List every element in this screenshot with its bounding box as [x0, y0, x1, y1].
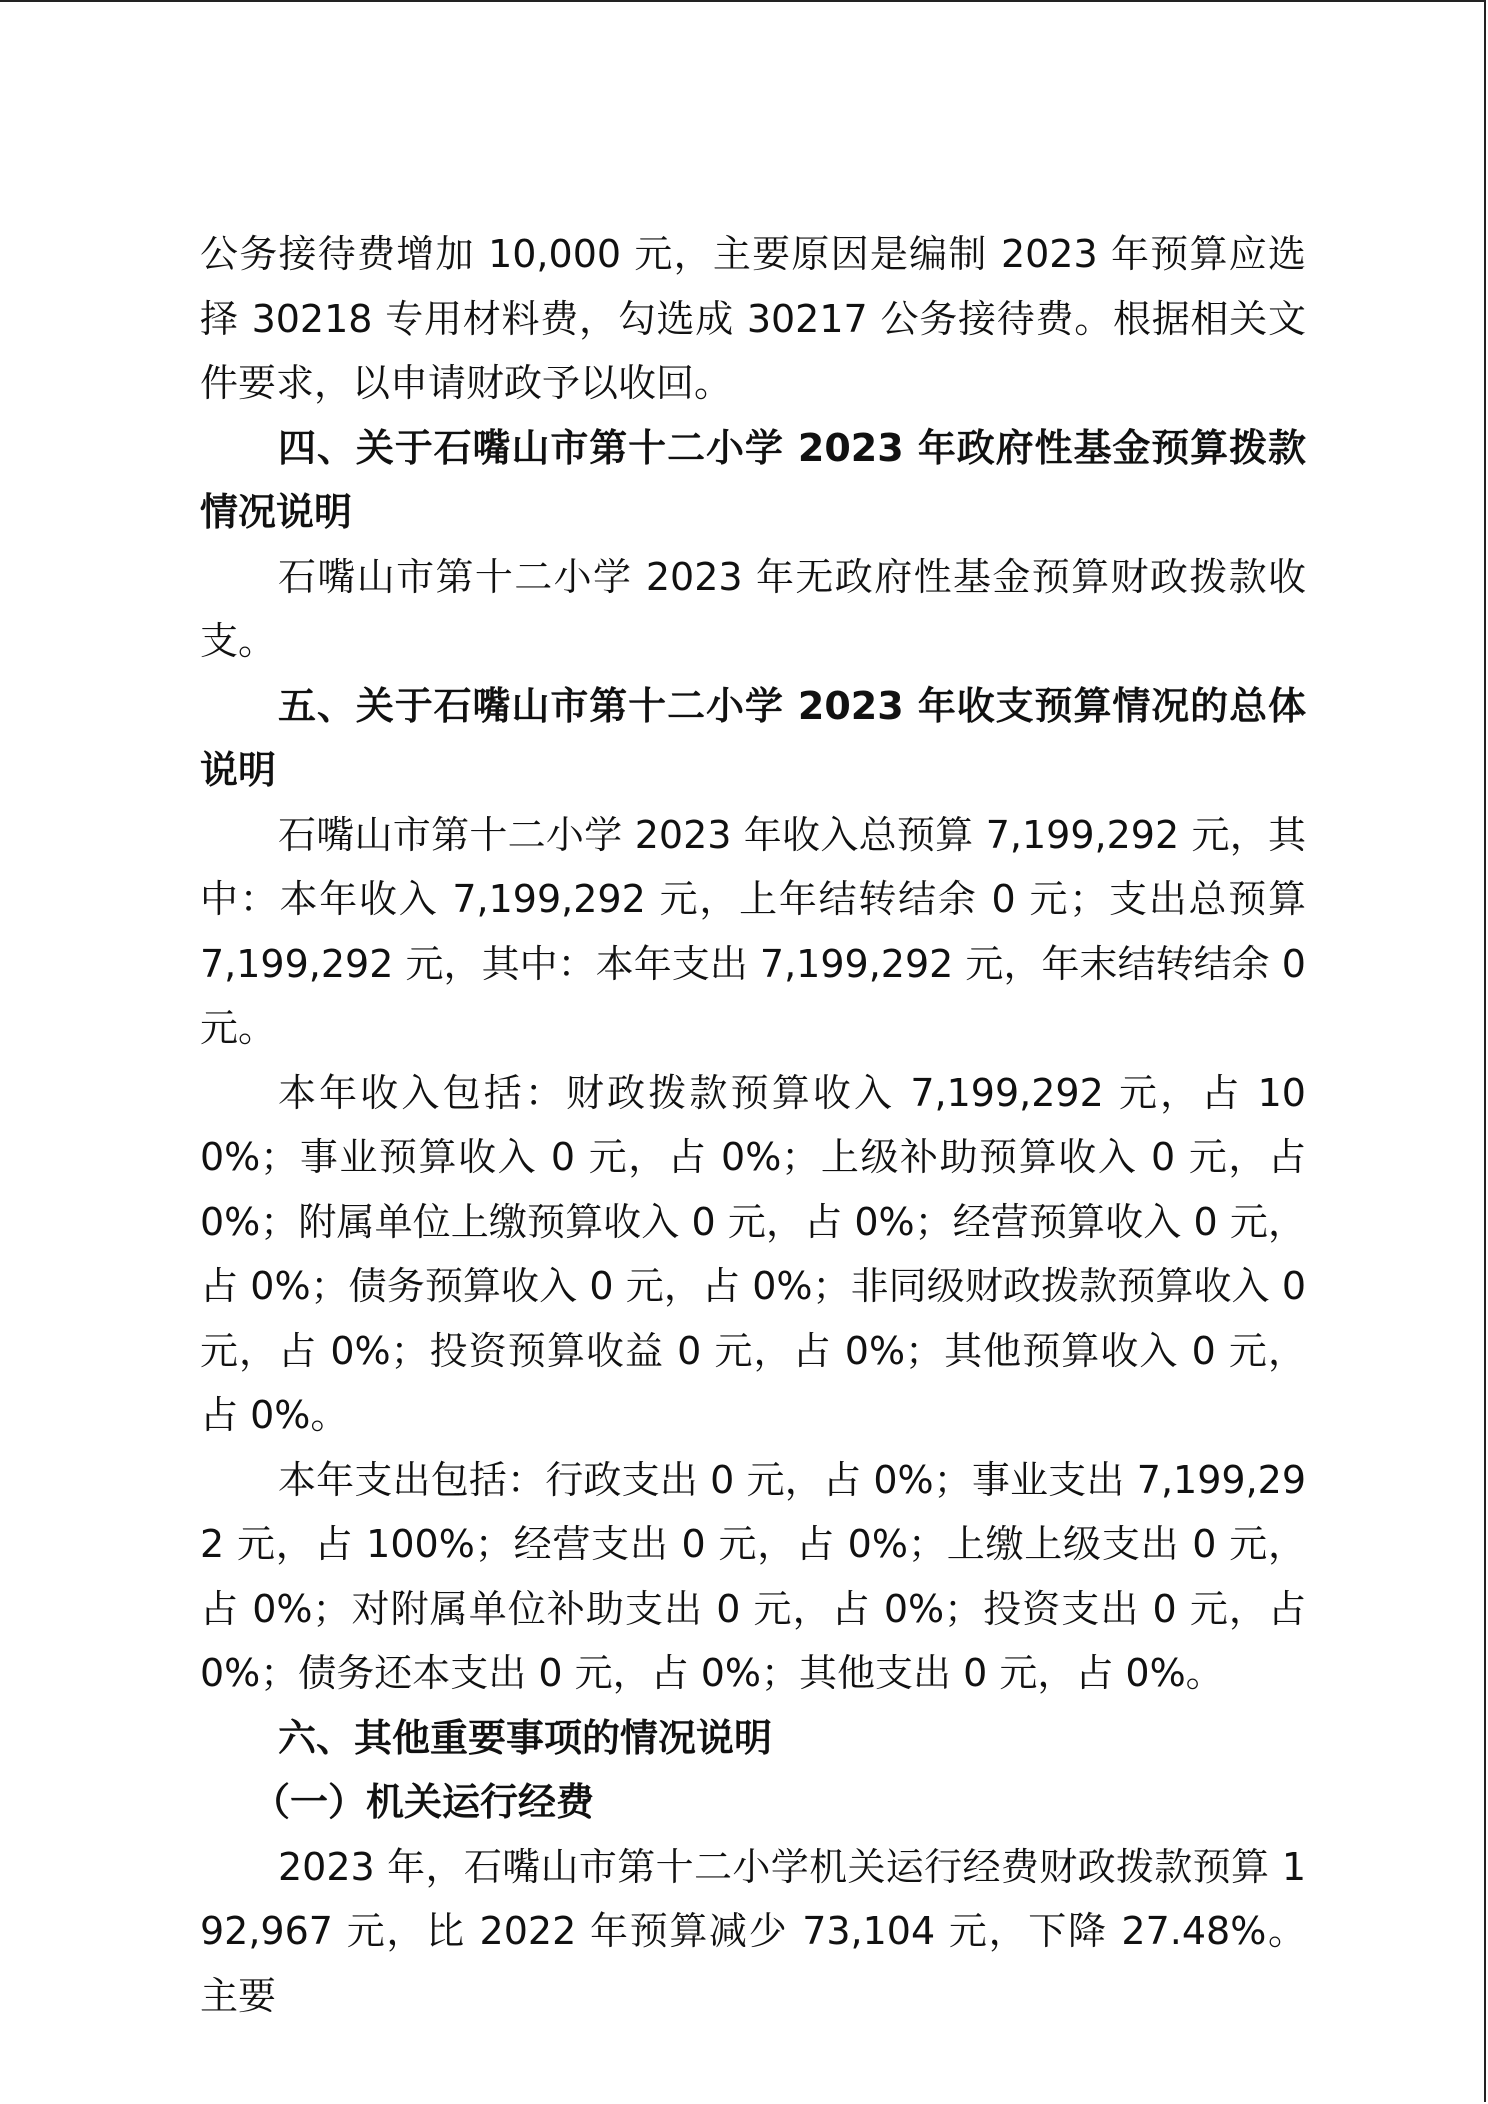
section-heading-5: 五、关于石嘴山市第十二小学 2023 年收支预算情况的总体说明 — [200, 683, 1306, 792]
paragraph-fund-budget: 石嘴山市第十二小学 2023 年无政府性基金预算财政拨款收支。 — [200, 554, 1306, 663]
paragraph-income-breakdown: 本年收入包括：财政拨款预算收入 7,199,292 元，占 100%；事业预算收入 0 元，占 0%；上级补助预算收入 0 元，占 0%；附属单位上缴预算收入 0 元，占 0%；经营预算收入 0 元，占 0%；债务预算收入 0 元，占 0%；非同级财政拨款预算收入 0 元，占 0%；投资预算收益 0 元，占 0%；其他预算收入 0 元，占 0%。 — [200, 1070, 1306, 1437]
paragraph-operating-costs: 2023 年，石嘴山市第十二小学机关运行经费财政拨款预算 192,967 元，比 2022 年预算减少 73,104 元，下降 27.48%。主要 — [200, 1844, 1306, 2018]
section-heading-6: 六、其他重要事项的情况说明 — [278, 1715, 773, 1760]
document-body — [200, 222, 1306, 2028]
subsection-heading-1: （一）机关运行经费 — [252, 1780, 595, 1824]
paragraph-expense-breakdown: 本年支出包括：行政支出 0 元，占 0%；事业支出 7,199,292 元，占 100%；经营支出 0 元，占 0%；上缴上级支出 0 元，占 0%；对附属单位补助支出 0 元，占 0%；投资支出 0 元，占 0%；债务还本支出 0 元，占 0%；其他支出 0 元，占 0%。 — [200, 1457, 1306, 1695]
paragraph-total-budget: 石嘴山市第十二小学 2023 年收入总预算 7,199,292 元，其中：本年收入 7,199,292 元，上年结转结余 0 元；支出总预算 7,199,292 元，其中：本年支出 7,199,292 元，年末结转结余 0 元。 — [200, 812, 1306, 1050]
section-heading-4: 四、关于石嘴山市第十二小学 2023 年政府性基金预算拨款情况说明 — [200, 425, 1306, 534]
paragraph-reception-fee: 公务接待费增加 10,000 元，主要原因是编制 2023 年预算应选择 30218 专用材料费，勾选成 30217 公务接待费。根据相关文件要求，以申请财政予以收回。 — [200, 232, 1306, 405]
